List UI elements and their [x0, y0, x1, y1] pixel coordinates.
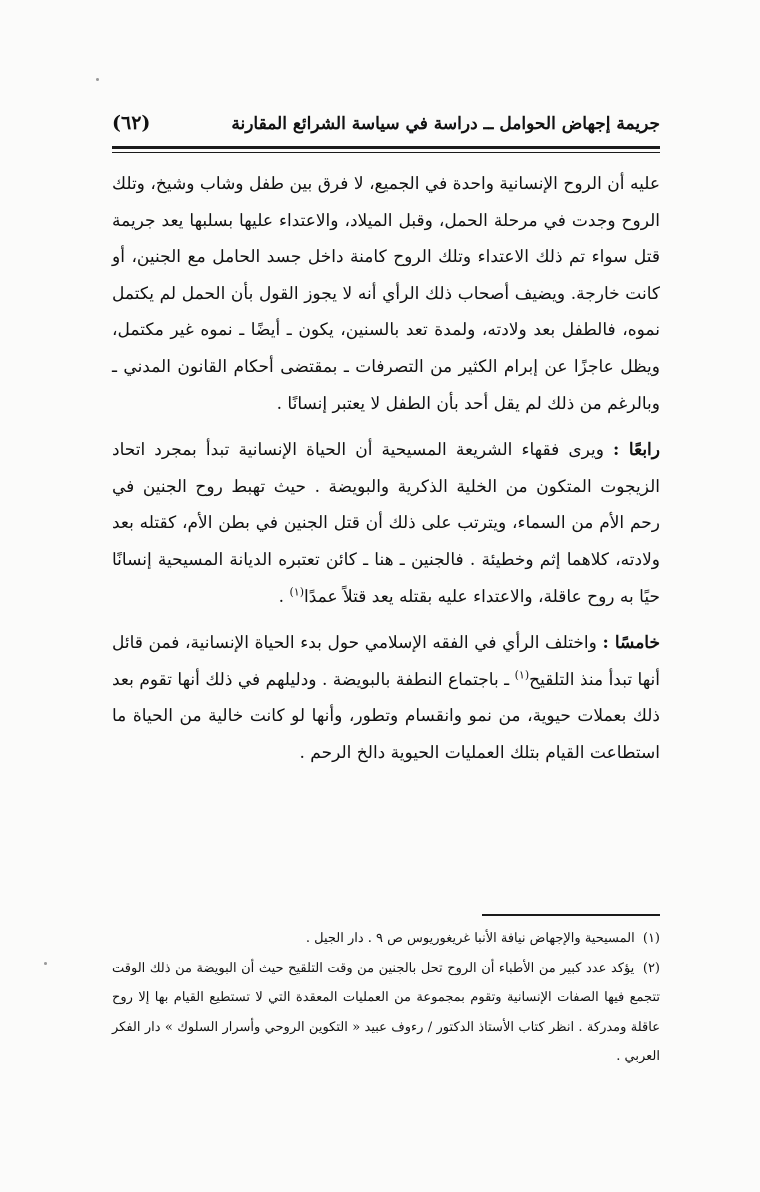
footnote-reference: (١) [289, 584, 304, 598]
footnote-number: (١) [642, 931, 660, 946]
paragraph-lead: رابعًا : [613, 440, 660, 461]
footnote-text: يؤكد عدد كبير من الأطباء أن الروح تحل بالجنين من وقت التلقيح حيث أن البويضة من ذلك الوقت تتجمع فيها الصفات الإنسانية وتقوم بمجموعة من العمليات المعقدة التي لا تستطيع القيام بها إلا روح عاقلة ومدركة . انظر كتاب الأستاذ الدكتور / رءوف عبيد « التكوين الروحي وأسرار السلوك » دار الفكر العربي . [112, 960, 660, 1064]
footnote-text: المسيحية والإجهاض نيافة الأنبا غريغوريوس ص ٩ . دار الجيل . [305, 931, 635, 946]
paragraph-1 [112, 166, 660, 422]
footnote-rule [482, 914, 660, 916]
footnote-reference: (١) [514, 668, 530, 682]
paragraph-text: ويرى فقهاء الشريعة المسيحية أن الحياة الإنسانية تبدأ بمجرد اتحاد الزيجوت المتكون من الخلية الذكرية والبويضة . حيث تهبط روح الجنين في رحم الأم من السماء، ويترتب على ذلك أن قتل الجنين في بطن الأم، كقتله بعد ولادته، كلاهما إثم وخطيئة . فالجنين ـ هنا ـ كائن تعتبره الديانة المسيحية إنسانًا حيًا به روح عاقلة، والاعتداء عليه بقتله يعد قتلاً عمدًا [112, 440, 660, 607]
paragraph-2 [112, 432, 660, 615]
header-rule-thin [112, 152, 660, 153]
scan-speck [96, 78, 99, 81]
paragraph-tail: ـ باجتماع النطفة بالبويضة . ودليلهم في ذلك أنها تقوم بعد ذلك بعملات حيوية، من نمو وانقسام وتطور، وأنها لو كانت خالية من الحياة ما استطاعت القيام بتلك العمليات الحيوية دالخ الرحم . [112, 669, 660, 763]
running-title: جريمة إجهاض الحوامل ــ دراسة في سياسة الشرائع المقارنة [231, 114, 660, 134]
paragraph-lead: خامسًا : [602, 633, 660, 654]
footnote-item [112, 954, 660, 1072]
body-text [112, 166, 660, 782]
header-rule [112, 146, 660, 149]
paragraph-tail: . [278, 586, 290, 607]
running-header [112, 112, 660, 142]
paragraph-text: واختلف الرأي في الفقه الإسلامي حول بدء الحياة الإنسانية، فمن قائل أنها تبدأ منذ التلقيح [112, 633, 660, 690]
paragraph-3 [112, 625, 660, 771]
paragraph-text: عليه أن الروح الإنسانية واحدة في الجميع، لا فرق بين طفل وشاب وشيخ، وتلك الروح وجدت في مرحلة الحمل، وقبل الميلاد، والاعتداء عليها بسلبها يعد جريمة قتل سواء تم ذلك الاعتداء وتلك الروح كامنة داخل جسد الحامل مع الجنين، أو كانت خارجة. ويضيف أصحاب ذلك الرأي أنه لا يجوز القول بأن الحمل لم يكتمل نموه، فالطفل بعد ولادته، ولمدة تعد بالسنين، يكون ـ أيضًا ـ نموه غير مكتمل، ويظل عاجزًا عن إبرام الكثير من التصرفات ـ بمقتضى أحكام القانون المدني ـ وبالرغم من ذلك لم يقل أحد بأن الطفل لا يعتبر إنسانًا . [112, 174, 660, 414]
footnotes [112, 924, 660, 1072]
footnote-item [112, 924, 660, 954]
page-number: (٦٢) [112, 112, 151, 134]
scan-speck [44, 962, 47, 965]
footnote-number: (٢) [642, 960, 660, 976]
